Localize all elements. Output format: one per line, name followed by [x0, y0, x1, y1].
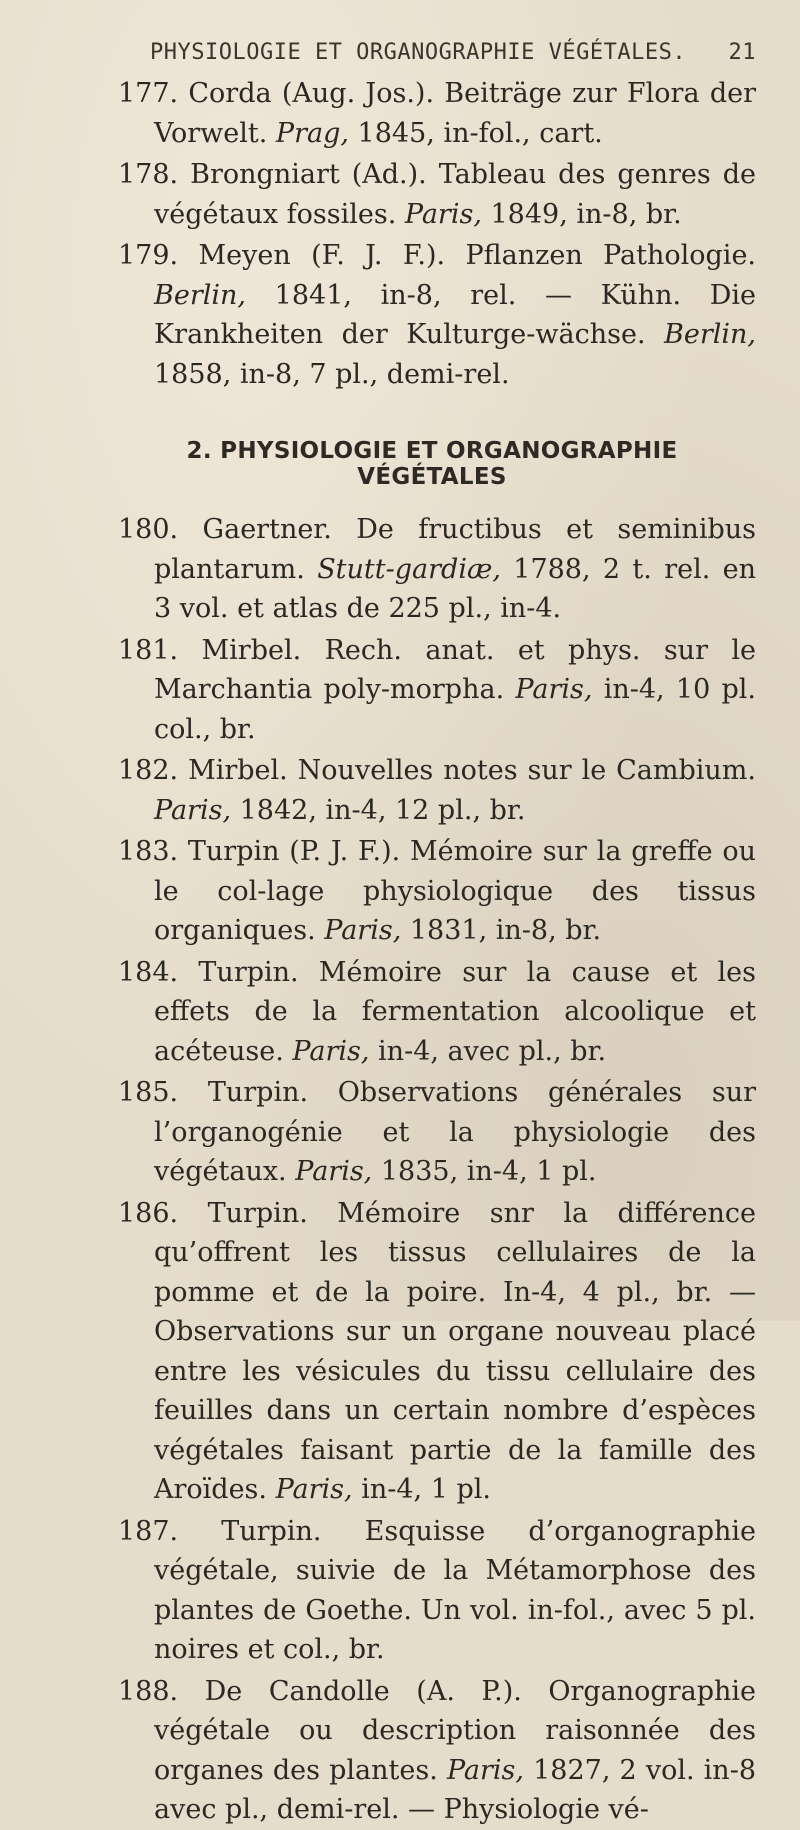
entry-text: Mirbel. Nouvelles notes sur le Cambium.: [178, 755, 756, 786]
entry-text: Brongniart (Ad.). Tableau des genres de végétaux fossiles.: [154, 159, 756, 230]
entry-text: Corda (Aug. Jos.). Beiträge zur Flora der Vorwelt.: [154, 78, 756, 149]
entry-number: 177.: [118, 78, 179, 109]
entry-details: in-4, 10 pl. col., br.: [154, 674, 757, 745]
bibliography-entry-182: [118, 751, 756, 830]
entry-place: Prag,: [275, 117, 349, 149]
bibliography-list-top: [118, 74, 756, 394]
entry-text: Gaertner. De fructibus et seminibus plantarum.: [154, 514, 756, 585]
entry-place: Paris,: [446, 1754, 524, 1786]
entry-place-2: Berlin,: [664, 319, 756, 350]
bibliography-entry-180: [118, 510, 756, 629]
entry-place: Paris,: [154, 794, 232, 826]
entry-details: 1845, in-fol., cart.: [348, 117, 603, 149]
entry-details: 1842, in-4, 12 pl., br.: [231, 794, 526, 826]
bibliography-entry-181: [118, 631, 756, 750]
entry-number: 187.: [118, 1515, 179, 1547]
entry-place: Paris,: [292, 1035, 370, 1067]
entry-number: 186.: [118, 1197, 179, 1229]
bibliography-entry-184: [118, 953, 756, 1072]
entry-text: Turpin. Observations générales sur l’organogénie et la physiologie des végétaux.: [154, 1077, 756, 1187]
bibliography-entry-179: [118, 236, 756, 394]
entry-text: Meyen (F. J. F.). Pflanzen Pathologie.: [178, 240, 756, 271]
entry-place: Paris,: [324, 915, 402, 946]
running-title: PHYSIOLOGIE ET ORGANOGRAPHIE VÉGÉTALES.: [150, 40, 687, 65]
entry-details: 1841, in-8, rel. — Kühn. Die Krankheiten der Kulturge-wächse.: [154, 279, 756, 350]
entry-number: 188.: [118, 1675, 179, 1707]
entry-text: De Candolle (A. P.). Organographie végétale ou description raisonnée des organes des plantes.: [154, 1675, 756, 1786]
entry-number: 181.: [118, 634, 179, 666]
entry-place: Berlin,: [154, 279, 246, 311]
entry-text: Mirbel. Rech. anat. et phys. sur le Marchantia poly-morpha.: [154, 634, 756, 705]
entry-place: Paris,: [404, 198, 482, 230]
bibliography-entry-186: [118, 1194, 756, 1510]
entry-details-2: 1858, in-8, 7 pl., demi-rel.: [154, 358, 510, 390]
entry-number: 184.: [118, 956, 179, 988]
entry-place: Paris,: [295, 1156, 373, 1187]
entry-place: Paris,: [275, 1474, 353, 1505]
entry-number: 182.: [118, 755, 179, 786]
page-number: 21: [728, 40, 756, 65]
entry-number: 183.: [118, 836, 179, 867]
entry-place: Paris,: [515, 674, 593, 705]
running-head: [118, 40, 756, 74]
entry-details: 1827, 2 vol. in-8 avec pl., demi-rel. — Physiologie vé-: [154, 1754, 757, 1825]
bibliography-entry-178: [118, 155, 756, 234]
entry-number: 180.: [118, 514, 179, 545]
section-heading: 2. PHYSIOLOGIE ET ORGANOGRAPHIE VÉGÉTALES: [186, 438, 678, 490]
entry-number: 178.: [118, 159, 179, 190]
entry-number: 185.: [118, 1077, 179, 1108]
entry-details: 1849, in-8, br.: [481, 198, 682, 230]
bibliography-list-bottom: [118, 510, 756, 1830]
bibliography-entry-187: [118, 1512, 756, 1670]
entry-details: 1831, in-8, br.: [401, 915, 602, 946]
bibliography-entry-177: [118, 74, 756, 153]
entry-place: Stutt-gardiæ,: [317, 553, 501, 585]
bibliography-entry-185: [118, 1073, 756, 1192]
entry-text: Turpin. Mémoire sur la cause et les effets de la fermentation alcoolique et acéteuse.: [154, 956, 756, 1067]
entry-text: Turpin (P. J. F.). Mémoire sur la greffe ou le col-lage physiologique des tissus organiques.: [154, 836, 756, 946]
entry-details: in-4, 1 pl.: [352, 1474, 491, 1505]
entry-text: Turpin. Mémoire snr la différence qu’offrent les tissus cellulaires de la pomme et de la poire. In-4, 4 pl., br. — Observations sur un organe nouveau placé entre les vésicules du tissu cellulaire des feuilles dans un certain nombre d’espèces végétales faisant partie de la famille des Aroïdes.: [154, 1197, 756, 1505]
entry-details: 1835, in-4, 1 pl.: [372, 1156, 597, 1187]
bibliography-entry-188: [118, 1672, 756, 1830]
entry-details: in-4, avec pl., br.: [369, 1035, 607, 1067]
entry-text: Turpin. Esquisse d’organographie végétale, suivie de la Métamorphose des plantes de Goethe. Un vol. in-fol., avec 5 pl. noires et col., br.: [154, 1515, 756, 1665]
entry-details: 1788, 2 t. rel. en 3 vol. et atlas de 225 pl., in-4.: [154, 553, 757, 624]
bibliography-entry-183: [118, 832, 756, 951]
entry-number: 179.: [118, 240, 179, 271]
